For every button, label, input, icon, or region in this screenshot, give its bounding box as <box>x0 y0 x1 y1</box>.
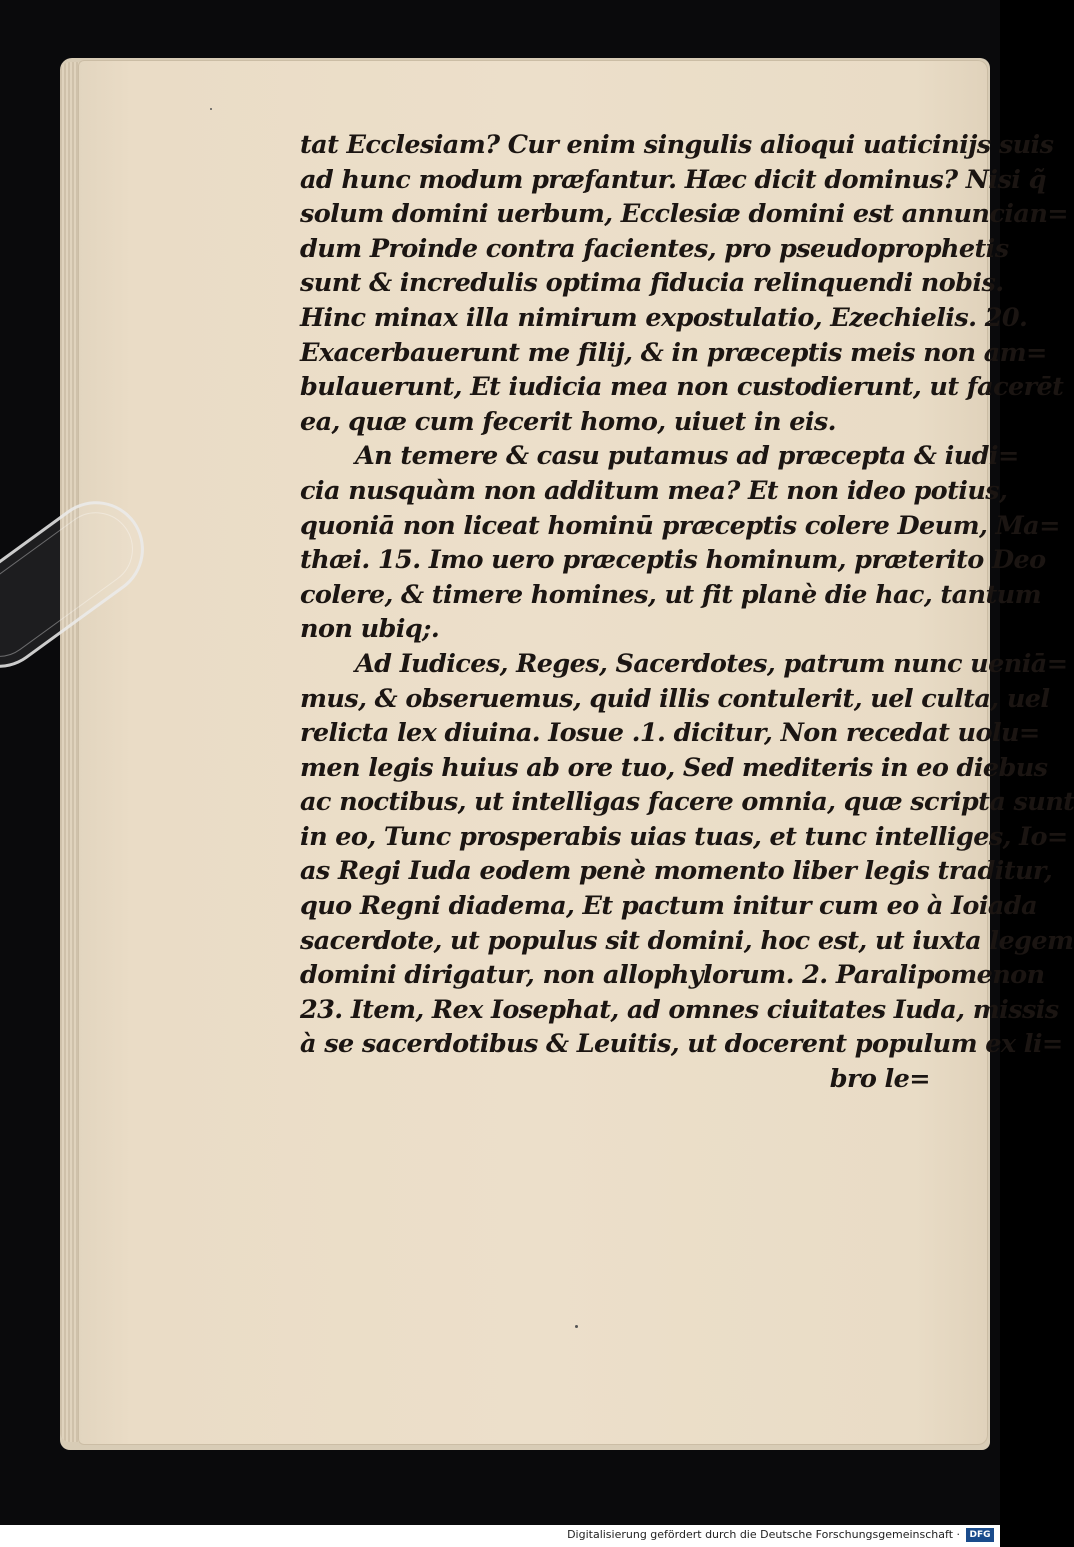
text-line: relicta lex diuina. Iosue .1. dicitur, Non recedat uolu= <box>300 718 1040 749</box>
paper-speck <box>210 108 212 110</box>
text-line: ad hunc modum præfantur. Hæc dicit dominus? Nisi q̃ <box>300 164 1046 195</box>
text-line: men legis huius ab ore tuo, Sed mediteris in eo diebus <box>300 752 1048 783</box>
text-line: ea, quæ cum fecerit homo, uiuet in eis. <box>300 406 836 437</box>
text-line: quoniā non liceat hominū præceptis colere Deum, Ma= <box>300 510 1060 541</box>
text-line: sunt & incredulis optima fiducia relinquendi nobis. <box>300 268 1004 299</box>
text-line: à se sacerdotibus & Leuitis, ut docerent populum ex li= <box>300 1029 1063 1060</box>
dfg-logo-icon: DFG <box>966 1528 994 1542</box>
text-line: colere, & timere homines, ut fit planè die hac, tantum <box>300 579 1041 610</box>
text-line: cia nusquàm non additum mea? Et non ideo potius, <box>300 475 1008 506</box>
paper-speck <box>575 1325 578 1328</box>
text-line: Exacerbauerunt me filij, & in præceptis meis non am= <box>300 337 1047 368</box>
text-line: non ubiq;. <box>300 614 440 645</box>
text-line: Hinc minax illa nimirum expostulatio, Ezechielis. 20. <box>300 302 1028 333</box>
text-line: Ad Iudices, Reges, Sacerdotes, patrum nunc ueniā= <box>355 648 1068 679</box>
text-line: ac noctibus, ut intelligas facere omnia, quæ scripta sunt <box>300 787 1074 818</box>
text-line: thæi. 15. Imo uero præceptis hominum, præterito Deo <box>300 545 1046 576</box>
funding-credit: Digitalisierung gefördert durch die Deutsche Forschungsgemeinschaft · <box>567 1528 960 1541</box>
page-text <box>300 128 1074 1097</box>
text-line: An temere & casu putamus ad præcepta & iudi= <box>355 441 1019 472</box>
text-line: as Regi Iuda eodem penè momento liber legis traditur, <box>300 856 1053 887</box>
text-line: domini dirigatur, non allophylorum. 2. Paralipomenon <box>300 960 1045 991</box>
footer-bar <box>0 1525 1000 1547</box>
text-line: solum domini uerbum, Ecclesiæ domini est annuncian= <box>300 199 1069 230</box>
text-line: 23. Item, Rex Iosephat, ad omnes ciuitates Iuda, missis <box>300 994 1059 1025</box>
text-line: bulauerunt, Et iudicia mea non custodierunt, ut facerēt <box>300 372 1064 403</box>
text-line: quo Regni diadema, Et pactum initur cum eo à Ioiada <box>300 891 1037 922</box>
text-line: in eo, Tunc prosperabis uias tuas, et tunc intelliges, Io= <box>300 821 1068 852</box>
catchword: bro le= <box>829 1064 930 1095</box>
text-line: tat Ecclesiam? Cur enim singulis alioqui uaticinijs suis <box>300 130 1054 160</box>
page-edges <box>60 62 80 1442</box>
text-line: dum Proinde contra facientes, pro pseudoprophetis <box>300 233 1009 264</box>
text-line: sacerdote, ut populus sit domini, hoc est, ut iuxta legem <box>300 925 1074 956</box>
text-line: mus, & obseruemus, quid illis contulerit, uel culta, uel <box>300 683 1050 714</box>
